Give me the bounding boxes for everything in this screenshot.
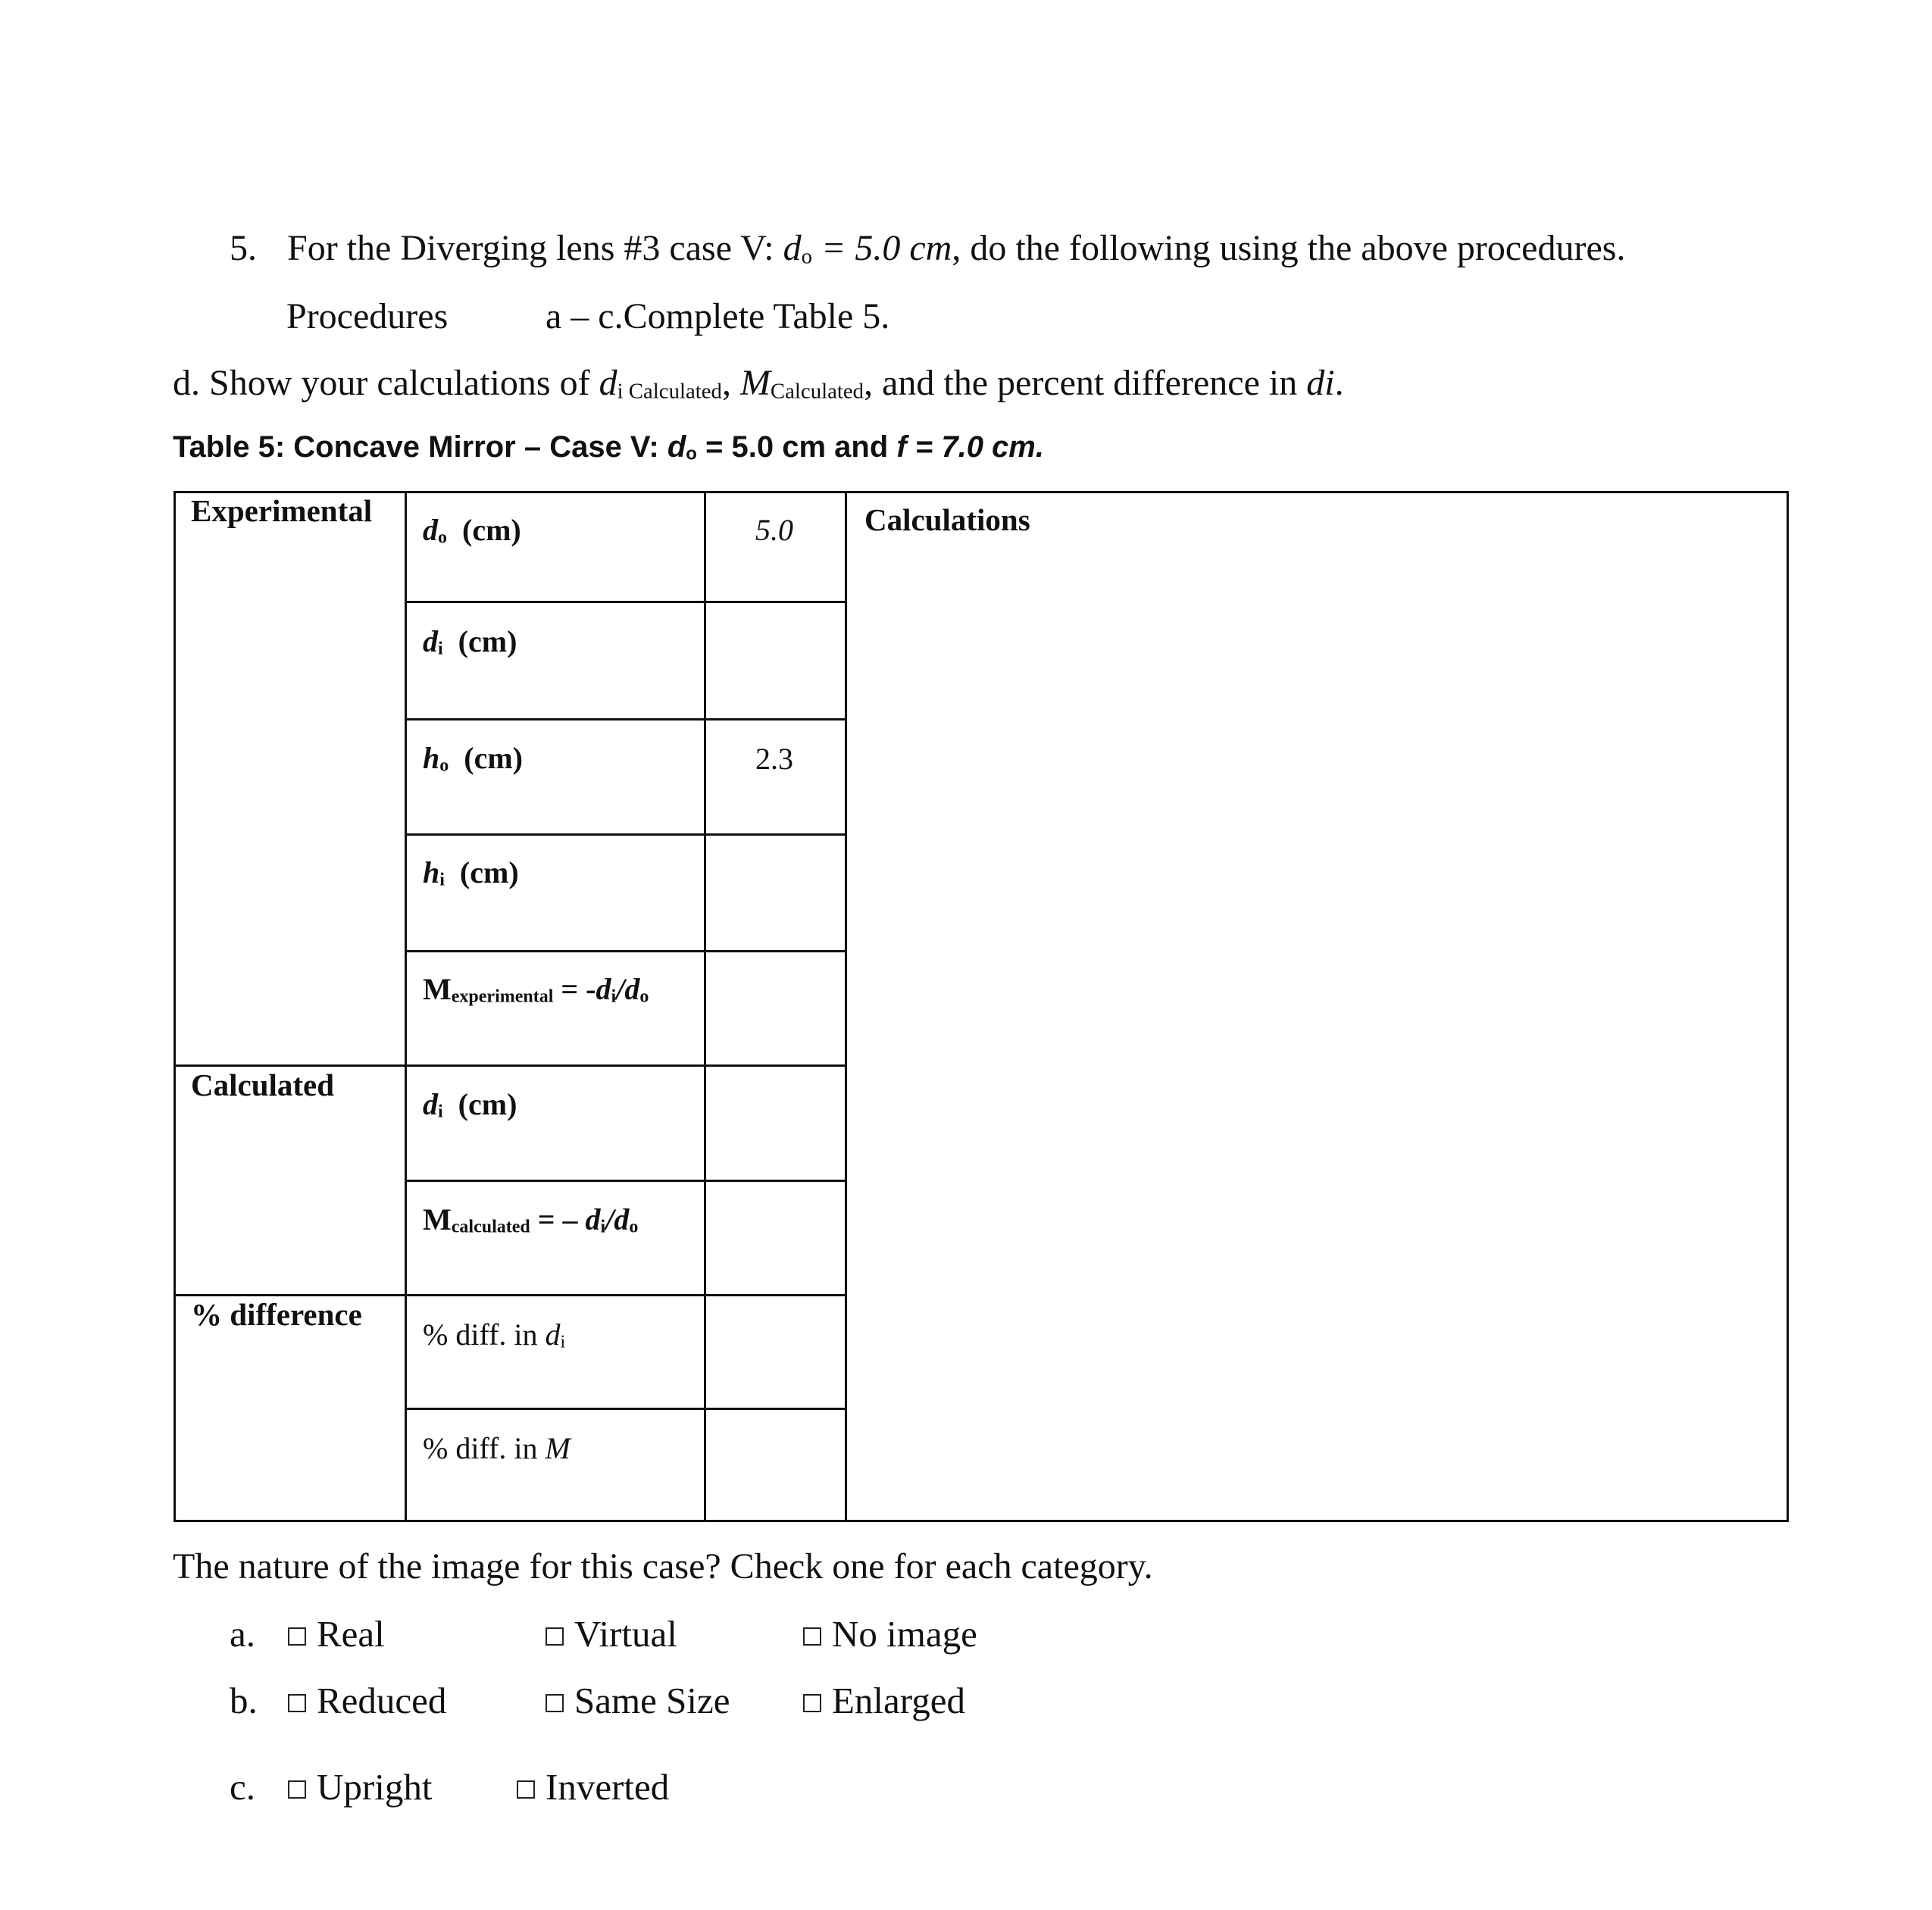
f1: d [585,1202,601,1236]
checkbox[interactable] [546,1627,564,1646]
unit: (cm) [464,741,523,775]
var: M [423,1202,452,1236]
comma: , [721,363,740,403]
option-label: No image [832,1613,977,1655]
row-divider [405,833,847,836]
unit: (cm) [458,624,517,658]
sub: experimental [451,986,554,1007]
step-d-line [173,362,1344,404]
option-inverted[interactable] [517,1765,669,1808]
checkbox[interactable] [517,1780,535,1799]
var: h [423,741,440,775]
sub: i [438,639,443,659]
f1: d [596,972,611,1006]
caption-prefix: Table 5: Concave Mirror – Case V: [173,430,667,464]
f1sub: i [600,1217,606,1237]
row-label-m-calculated [423,1202,638,1238]
row-a-letter: a. [230,1613,255,1655]
period: . [1334,363,1344,403]
row-label-ho [423,740,523,777]
do-value: = 5.0 cm [811,228,952,268]
option-enlarged[interactable] [803,1679,965,1722]
value-do[interactable]: 5.0 [755,513,793,547]
checkbox[interactable] [288,1780,306,1799]
sub: i [438,1102,443,1122]
sub: i [560,1332,566,1352]
value-pdiff-d[interactable] [712,1322,841,1352]
value-ho[interactable]: 2.3 [755,742,793,776]
row-divider [405,1180,847,1182]
option-label: Real [317,1613,385,1655]
var: d [545,1318,561,1352]
row-divider [405,950,847,952]
row-divider [405,601,847,603]
step-5-text: For the Diverging lens #3 case V: [287,228,783,268]
unit: (cm) [462,513,521,547]
option-label: Virtual [574,1613,677,1655]
procedures-label: Procedures [286,296,449,336]
option-upright[interactable] [288,1765,432,1808]
do-sub: o [801,244,812,269]
slash: / [616,972,625,1006]
nature-question: The nature of the image for this case? Check one for each category. [173,1546,1153,1586]
caption-f-val: = 7.0 cm. [906,430,1044,464]
row-label-hi [423,855,519,891]
f2sub: o [629,1217,639,1237]
eq: = - [553,972,596,1006]
di-sub-word: Calculated [623,379,722,404]
text: % diff. in [423,1318,546,1352]
row-label-di-calculated [423,1086,517,1123]
option-label: Inverted [546,1766,670,1808]
row-b-letter: b. [230,1680,258,1721]
var: M [423,972,452,1006]
step-d-prefix: d. Show your calculations of [173,363,599,403]
option-virtual[interactable] [546,1612,677,1655]
sub: o [438,527,447,548]
sub: calculated [451,1217,530,1237]
var: h [423,855,440,889]
m-sub: Calculated [770,379,864,404]
row-label-di [423,624,517,660]
eq: = – [530,1202,586,1236]
sub: i [439,870,445,890]
option-same-size[interactable] [546,1679,730,1722]
group-calculated: Calculated [191,1068,335,1102]
row-c-letter: c. [230,1766,255,1808]
option-reduced[interactable] [288,1679,446,1722]
slash: / [605,1202,614,1236]
di-end: di [1306,363,1335,403]
option-real[interactable] [288,1612,385,1655]
procedures-action: Complete Table 5. [623,296,890,336]
var: d [423,1087,438,1121]
results-table [174,491,1789,1522]
table-caption [173,430,1044,465]
caption-f-var: f [896,430,907,464]
checkbox[interactable] [288,1694,306,1712]
checkbox[interactable] [803,1627,821,1646]
option-label: Same Size [574,1680,730,1721]
row-label-m-experimental [423,971,649,1008]
row-divider [405,1408,847,1410]
value-pdiff-m[interactable] [712,1436,841,1466]
checkbox[interactable] [803,1694,821,1712]
unit: (cm) [459,855,519,889]
caption-do-sub: o [686,443,697,464]
f2: d [614,1202,630,1236]
row-label-do [423,512,521,549]
value-di-calculated[interactable] [712,1091,841,1121]
f2: d [624,972,640,1006]
step-d-tail: , and the percent difference in [864,363,1307,403]
option-no-image[interactable] [803,1612,977,1655]
text: % diff. in [423,1431,546,1465]
calculations-header: Calculations [864,502,1030,537]
value-m-calculated[interactable] [712,1206,841,1236]
step-number: 5. [230,228,257,268]
table-divider [704,491,706,1522]
sub: o [439,755,449,776]
caption-do-var: d [667,430,686,464]
procedures-instruction [546,295,889,337]
di-sub: i [617,379,624,404]
var: M [545,1431,571,1465]
step-5-line [230,227,1625,269]
row-label-pdiff-d [423,1317,565,1353]
procedures-range: a – c. [546,296,624,336]
checkbox[interactable] [288,1627,306,1646]
value-m-experimental[interactable] [712,977,841,1008]
table-divider [845,491,847,1522]
var: d [423,624,438,658]
var: d [423,513,438,547]
caption-do-val: = 5.0 cm and [696,430,897,464]
f1sub: i [611,986,617,1007]
step-5-tail: , do the following using the above procedures. [952,228,1626,268]
option-label: Enlarged [832,1680,965,1721]
unit: (cm) [458,1087,517,1121]
group-difference: % difference [191,1297,362,1332]
value-di[interactable] [712,629,841,659]
option-label: Upright [317,1766,433,1808]
row-label-pdiff-m [423,1430,571,1466]
option-label: Reduced [317,1680,447,1721]
m-var: M [739,363,771,403]
value-hi[interactable] [712,860,841,890]
row-divider [405,718,847,721]
di-var: d [599,363,617,403]
f2sub: o [639,986,649,1007]
checkbox[interactable] [546,1694,564,1712]
do-var: d [783,228,802,268]
group-experimental: Experimental [191,493,373,528]
table-divider [405,491,407,1522]
